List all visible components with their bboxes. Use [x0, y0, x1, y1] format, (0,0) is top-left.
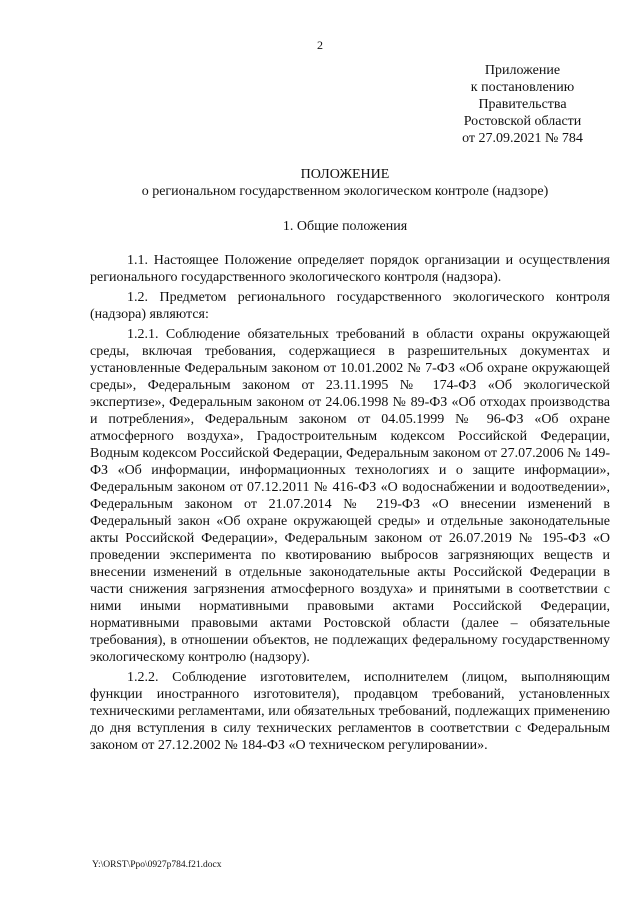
annex-line: Ростовской области [463, 114, 582, 129]
page-number: 2 [317, 38, 323, 52]
paragraph-1-2: 1.2. Предметом регионального государственного экологического контроля (надзора) являются: [90, 290, 610, 322]
title-main: ПОЛОЖЕНИЕ [300, 167, 390, 182]
paragraph-1-1: 1.1. Настоящее Положение определяет порядок организации и осуществления регионального государственного экологического контроля (надзора). [90, 253, 610, 285]
annex-block [440, 62, 605, 147]
paragraph-1-2-1: 1.2.1. Соблюдение обязательных требований в области охраны окружающей среды, включая требования, содержащиеся в разрешительных документах и установленные Федеральным законом от 10.01.2002 № 7-ФЗ «Об охране окружающей среды», Федеральным законом от 23.11.1995 № 174-ФЗ «Об экологической экспертизе», Федеральным законом от 24.06.1998 № 89-ФЗ «Об отходах производства и потребления», Федеральным законом от 04.05.1999 № 96-ФЗ «Об охране атмосферного воздуха», Градостроительным кодексом Российской Федерации, Водным кодексом Российской Федерации, Федеральным законом от 27.07.2006 № 149-ФЗ «Об информации, информационных технологиях и о защите информации», Федеральным законом от 07.12.2011 № 416-ФЗ «О водоснабжении и водоотведении», Федеральным законом от 21.07.2014 № 219-ФЗ «О внесении изменений в Федеральный закон «Об охране окружающей среды» и отдельные законодательные акты Российской Федерации», Федеральным законом от 26.07.2019 № 195-ФЗ «О проведении эксперимента по квотированию выбросов загрязняющих веществ и внесении изменений в отдельные законодательные акты Российской Федерации в части снижения загрязнения атмосферного воздуха» и принятыми в соответствии с ними иными нормативными правовыми актами Российской Федерации, нормативными правовыми актами Ростовской области (далее – обязательные требования), в отношении объектов, не подлежащих федеральному государственному экологическому контролю (надзору). [90, 327, 610, 665]
section-heading: 1. Общие положения [282, 219, 408, 234]
annex-line: к постановлению [470, 80, 575, 95]
annex-line: Правительства [478, 97, 567, 112]
footer-file-path: Y:\ORST\Ppo\0927p784.f21.docx [92, 860, 222, 870]
document-body [90, 252, 610, 757]
annex-line: от 27.09.2021 № 784 [462, 131, 583, 146]
annex-line: Приложение [484, 63, 561, 78]
paragraph-1-2-2: 1.2.2. Соблюдение изготовителем, исполнителем (лицом, выполняющим функции иностранного изготовителя), продавцом требований, установленных техническими регламентами, или обязательных требований, подлежащих применению до дня вступления в силу технических регламентов в соответствии с Федеральным законом от 27.12.2002 № 184-ФЗ «О техническом регулировании». [90, 670, 610, 753]
document-title [80, 166, 610, 200]
title-subtitle: о региональном государственном экологическом контроле (надзоре) [141, 184, 549, 199]
